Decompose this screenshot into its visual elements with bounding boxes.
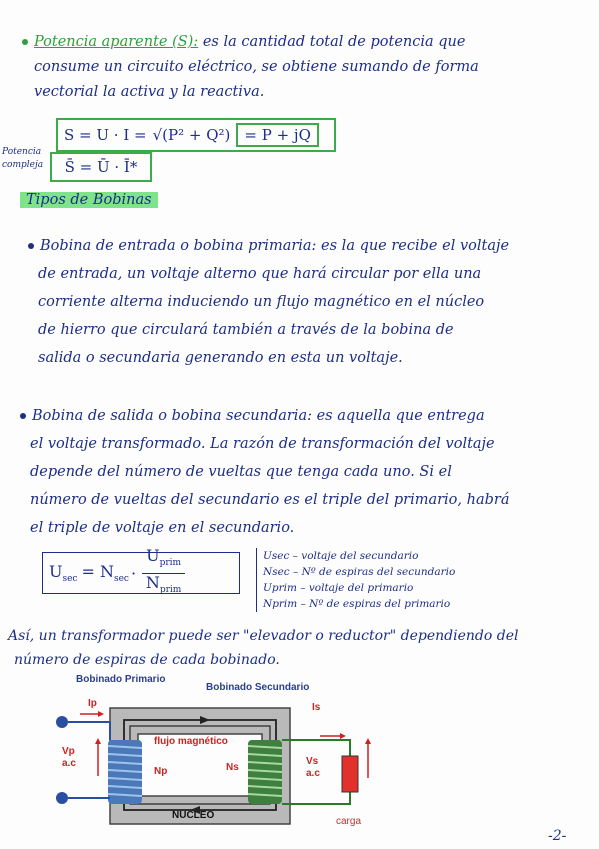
nprim-symbol: N — [145, 572, 160, 592]
load-resistor — [342, 756, 358, 792]
legend-nsec: Nsec – Nº de espiras del secundario — [263, 566, 456, 578]
apparent-power-text-1: es la cantidad total de potencia que — [198, 34, 466, 50]
secondary-coil-paragraph — [20, 402, 590, 542]
vs-arrowhead — [365, 738, 371, 744]
bullet-icon — [20, 413, 26, 419]
primary-terminal-top — [56, 716, 68, 728]
p2-line-2: el voltaje transformado. La razón de transformación del voltaje — [30, 436, 495, 452]
p1-line-2: de entrada, un voltaje alterno que hará circular por ella una — [38, 266, 482, 282]
voltage-ratio-formula — [42, 546, 240, 595]
apparent-power-formula — [56, 118, 336, 152]
p1-line-5: salida o secundaria generando en esta un voltaje. — [38, 350, 403, 366]
core-label: NUCLEO — [172, 810, 215, 821]
is-label: Is — [312, 702, 321, 713]
p2-line-3: depende del número de vueltas que tenga cada uno. Si el — [30, 464, 452, 480]
uprim-sub: prim — [159, 558, 182, 569]
complex-power-label-2: compleja — [2, 160, 44, 170]
secondary-coil — [248, 740, 282, 804]
p2-line-4: número de vueltas del secundario es el triple del primario, habrá — [30, 492, 510, 508]
complex-power-expr: S̄ = Ū · Ī* — [64, 158, 138, 176]
vp-ac-label: a.c — [62, 758, 76, 769]
usec-symbol: U — [49, 561, 63, 581]
page-number: -2- — [548, 828, 567, 844]
p1-line-3: corriente alterna induciendo un flujo magnético en el núcleo — [38, 294, 485, 310]
apparent-power-text-3: vectorial la activa y la reactiva. — [34, 84, 265, 100]
variable-legend — [256, 548, 455, 612]
uprim-symbol: U — [146, 546, 160, 566]
load-label: carga — [336, 816, 362, 827]
vp-arrowhead — [95, 738, 101, 744]
complex-power-label-1: Potencia — [2, 147, 42, 157]
apparent-power-text-2: consume un circuito eléctrico, se obtiene sumando de forma — [34, 59, 479, 75]
primary-coil — [108, 740, 142, 804]
np-label: Np — [154, 766, 168, 777]
ip-arrowhead — [98, 711, 104, 717]
formula-rhs: = P + jQ — [236, 123, 318, 147]
formula-lhs: S = U · I = — [64, 126, 147, 144]
ip-label: Ip — [88, 698, 97, 709]
p1-line-1: Bobina de entrada o bobina primaria: es la que recibe el voltaje — [40, 238, 510, 254]
complex-power-formula — [50, 152, 152, 182]
vs-label: Vs — [306, 756, 319, 767]
heading-text: Tipos de Bobinas — [20, 192, 158, 208]
nsec-symbol: = N — [81, 561, 114, 581]
secondary-wire-top — [282, 740, 350, 756]
is-arrowhead — [340, 733, 346, 739]
complex-power-label — [2, 146, 43, 172]
usec-sub: sec — [62, 574, 78, 585]
vp-label: Vp — [62, 746, 75, 757]
bullet-icon — [22, 39, 28, 45]
p2-line-1: Bobina de salida o bobina secundaria: es aquella que entrega — [32, 408, 485, 424]
primary-coil-paragraph — [28, 232, 588, 372]
formula-sqrt: √(P² + Q²) — [152, 126, 231, 144]
p3-line-2: número de espiras de cada bobinado. — [14, 652, 280, 668]
flux-label: flujo magnético — [154, 736, 228, 747]
primary-winding-label: Bobinado Primario — [76, 674, 166, 685]
transformer-type-paragraph — [8, 624, 598, 672]
primary-terminal-bottom — [56, 792, 68, 804]
primary-wire-top — [68, 722, 110, 740]
ns-label: Ns — [226, 762, 239, 773]
secondary-winding-label: Bobinado Secundario — [206, 682, 310, 693]
multiply-dot: · — [130, 563, 137, 583]
legend-usec: Usec – voltaje del secundario — [263, 550, 419, 562]
nprim-sub: prim — [159, 584, 182, 595]
section-heading — [20, 188, 158, 213]
transformer-diagram — [50, 674, 390, 840]
secondary-wire-bottom — [282, 792, 350, 804]
apparent-power-term: Potencia aparente (S): — [34, 34, 199, 50]
bullet-icon — [28, 243, 34, 249]
p1-line-4: de hierro que circulará también a través de la bobina de — [38, 322, 454, 338]
nsec-sub: sec — [113, 574, 129, 585]
p3-line-1: Así, un transformador puede ser "elevador o reductor" dependiendo del — [8, 628, 519, 644]
p2-line-5: el triple de voltaje en el secundario. — [30, 520, 295, 536]
apparent-power-paragraph — [22, 30, 582, 105]
legend-nprim: Nprim – Nº de espiras del primario — [263, 598, 451, 610]
vs-ac-label: a.c — [306, 768, 320, 779]
legend-uprim: Uprim – voltaje del primario — [263, 582, 414, 594]
fraction — [142, 547, 185, 598]
